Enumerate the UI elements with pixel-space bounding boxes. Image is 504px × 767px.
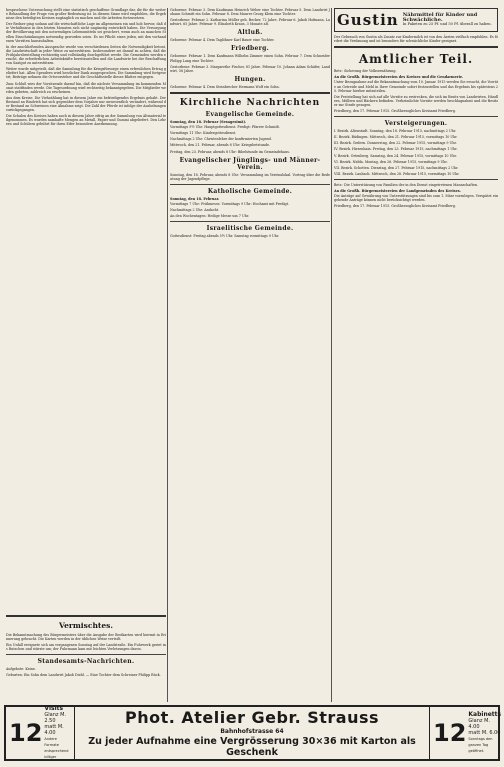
section-divider xyxy=(334,179,498,180)
article-paragraph: besprochene Untersuchung stellt eine statistisch geschaffene Grundlage dar, die für die weitere Behandlung der Frage von großer Bedeutung ist. In diesem Sinne wird empfohlen, die Ergebnisse den beteiligten Kreisen zugänglich zu machen und die Arbeiten fortzusetzen. xyxy=(6,8,166,21)
betreff-line: Betr.: Sicherung der Volksernährung. xyxy=(334,69,397,74)
signature-line: Friedberg, den 17. Februar 1915. Großherzogliches Kreisamt Friedberg. xyxy=(334,204,456,209)
ad-right-foot: Sonntags den ganzen Tag geöffnet. xyxy=(468,737,493,753)
column-divider xyxy=(167,8,168,702)
auction-entry: I. Bezirk. Altenstadt. Sonntag, den 18. Februar 1915, nachmittags 2 Uhr. xyxy=(334,129,457,134)
section-divider xyxy=(6,615,166,617)
service-line: An den Wochentagen: Heilige Messe um 7 Uhr. xyxy=(170,214,250,219)
civil-record: Gestorbene: Februar 2. Katharina Müller geb. Becker, 72 Jahre. Februar 6. Jakob Hofmann, Landwirt, 65 Jahre. Februar 9. Elisabeth Kraus, 3 Monate alt. xyxy=(170,18,330,27)
auction-entry: IV. Bezirk. Hirzenhain. Freitag, den 23. Februar 1915, nachmittags 1 Uhr. xyxy=(334,147,458,152)
auction-entry: VII. Bezirk. Schotten. Dienstag, den 27. Februar 1915, nachmittags 2 Uhr. xyxy=(334,165,459,170)
gustin-brand: Gustin xyxy=(337,11,399,29)
ad-right-details xyxy=(468,712,501,754)
ad-right-number: 12 xyxy=(433,719,467,747)
article-paragraph: Der Redner ging sodann auf die wirtschaftliche Lage im allgemeinen ein und hob hervor, daß die Verhältnisse in den letzten Monaten sich nicht ungünstig entwickelt haben. Die Versorgung der Bevölkerung mit den notwendigen Lebensmitteln sei gesichert, wenn auch an manchen Stellen Einschränkungen notwendig geworden seien. Es sei Pflicht eines jeden, mit den vorhandenen Vorräten hauszuhalten. xyxy=(6,22,166,43)
gustin-tagline: Nährmittel für Kinder und Schwächliche. xyxy=(402,12,478,23)
official-paragraph: Die Anträge auf Gewährung von Unterstützungen sind bis zum 1. März vorzulegen. Verspätet eingehende Anträge können nicht berücksichtigt werden. xyxy=(334,194,498,203)
section-divider xyxy=(170,92,330,94)
ad-title: Phot. Atelier Gebr. Strauss xyxy=(124,708,380,727)
ad-visits-price xyxy=(6,707,75,759)
section-divider xyxy=(170,184,330,185)
ad-right-line2: matt M. 6.00 xyxy=(468,730,501,736)
article-paragraph: Weiter wurde mitgeteilt, daß die Sammlung für die Kriegsfürsorge einen erfreulichen Ertrag geliefert hat. Allen Spendern wird herzlicher Dank ausgesprochen. Die Sammlung wird fortgesetzt; Beiträge nehmen die Ortsvorsteher und die Geschäftsstelle dieses Blattes entgegen. xyxy=(6,67,166,80)
ad-left-foot: Andere Formate entsprechend billiger xyxy=(44,737,69,759)
hungen-heading: Hungen. xyxy=(234,75,266,83)
auction-entry: III. Bezirk. Gedern. Donnerstag, den 22. Februar 1915, vormittags 9 Uhr. xyxy=(334,141,457,146)
auction-entry: V. Bezirk. Ortenberg. Samstag, den 24. Februar 1915, vormittags 10 Uhr. xyxy=(334,153,457,158)
article-paragraph: Die Schulen des Kreises haben auch in diesem Jahre eifrig an der Sammlung von Altmaterial teilgenommen. Es wurden namhafte Mengen an Metall, Papier und Gummi abgeliefert. Den Lehrern und Schülern gebührt für ihren Eifer besondere Anerkennung. xyxy=(6,114,166,127)
betreff-line: Betr.: Die Unterstützung von Familien der in den Dienst eingetretenen Mannschaften. xyxy=(334,182,479,187)
service-line: Freitag, den 23. Februar, abends 8 Uhr: Bibelstunde im Gemeindehaus. xyxy=(170,149,290,154)
ad-kabinetts-price xyxy=(429,707,502,759)
ad-right-line1: Glanz M. 4.00 xyxy=(468,718,491,730)
civil-record: Gestorbene: Februar 3. Margarethe Fischer, 81 Jahre. Februar 10. Johann Adam Schäfer, Landwirt, 58 Jahre. xyxy=(170,64,330,73)
ad-left-word: Visits xyxy=(44,705,64,712)
official-paragraph: Die Feststellung hat sich auf alle Vorräte zu erstrecken, die sich im Besitz von Landwirten, Händlern, Müllern und Bäckern befinden. Verheimlichte Vorräte werden beschlagnahmt und die Besitzer zur Strafe gezogen. xyxy=(334,94,498,107)
service-line: Nachmittags 2 Uhr: Andacht. xyxy=(170,208,220,213)
article-paragraph: In der anschließenden Aussprache wurde von verschiedenen Seiten die Notwendigkeit betont, die Landwirtschaft in jeder Weise zu unterstützen. Insbesondere sei darauf zu achten, daß die Frühjahrsbestellung rechtzeitig und vollständig durchgeführt werde. Die Gemeinden werden ersucht, die erforderlichen Arbeitskräfte bereitzustellen und die Landwirte bei der Beschaffung von Saatgut zu unterstützen. xyxy=(6,44,166,66)
katholische-heading: Katholische Gemeinde. xyxy=(207,187,293,195)
service-line: Vormittags 9½ Uhr: Hauptgottesdienst. Predigt: Pfarrer Schmidt. xyxy=(170,125,280,130)
article-paragraph: Aus dem Kreise. Die Viehzählung hat in diesem Jahre ein befriedigendes Ergebnis gehabt. Der Bestand an Rindvieh hat sich gegenüber dem Vorjahre nur unwesentlich verändert, während der Bestand an Schweinen eine Abnahme zeigt. Die Zahl der Pferde ist infolge der Aushebungen zurückgegangen. xyxy=(6,95,166,113)
service-line: Sonntag, den 18. Februar, abends 8 Uhr: Versammlung im Vereinslokal. Vortrag über die Bedeutung der Jugendpflege. xyxy=(170,172,330,181)
altluss-heading: Altluß. xyxy=(237,29,263,37)
official-paragraph: Unter Bezugnahme auf die Bekanntmachung vom 10. Januar 1915 werden Sie ersucht, die Vorräte an Getreide und Mehl in Ihrer Gemeinde sofort festzustellen und das Ergebnis bis spätestens 25. Februar hierher mitzuteilen. xyxy=(334,80,498,93)
gustin-details xyxy=(403,13,495,27)
column-left-bottom xyxy=(6,612,166,704)
auction-entry: VIII. Bezirk. Laubach. Mittwoch, den 28. Februar 1915, vormittags 10 Uhr. xyxy=(334,171,460,176)
evangelische-heading: Evangelische Gemeinde. xyxy=(205,110,295,118)
ad-left-line2: matt M. 4.00 xyxy=(44,724,64,736)
section-divider xyxy=(170,221,330,222)
section-divider xyxy=(6,654,166,655)
civil-record: Geborene: Februar 4. Dem Taglöhner Karl Bauer eine Tochter. xyxy=(170,38,275,43)
service-line: Sonntag, den 18. Februar. xyxy=(170,196,220,201)
ad-left-details xyxy=(44,706,71,760)
israelitische-heading: Israelitische Gemeinde. xyxy=(206,225,294,233)
section-divider xyxy=(334,116,498,117)
service-line: Gottesdienst: Freitag abends 5½ Uhr. Samstag vormittags 9 Uhr. xyxy=(170,234,280,239)
article-paragraph: Ein Unfall ereignete sich am vergangenen Sonntag auf der Landstraße. Ein Fuhrwerk geriet ins Rutschen und stürzte um; der Fuhrmann kam mit leichten Verletzungen davon. xyxy=(6,643,166,652)
friedberg-heading: Friedberg. xyxy=(230,45,270,53)
civil-record: Geborene: Februar 1. Dem Kaufmann Wilhelm Zimmer einen Sohn. Februar 7. Dem Schneider Philipp Lang eine Tochter. xyxy=(170,54,330,63)
article-paragraph: Die Bekanntmachung des Bürgermeisters über die Ausgabe der Brotkarten wird hiermit in Erinnerung gebracht. Die Karten werden in der üblichen Weise verteilt. xyxy=(6,633,166,642)
vermischtes-heading: Vermischtes. xyxy=(59,621,113,630)
kirchliche-heading: Kirchliche Nachrichten xyxy=(179,97,321,108)
service-line: Vormittags 11 Uhr: Kindergottesdienst. xyxy=(170,131,237,136)
addressee-line: An die Großh. Bürgermeistereien der Landgemeinden des Kreises. xyxy=(334,188,461,193)
ad-offer: Zu jeder Aufnahme eine Vergrösserung 30×36 mit Karton als Geschenk xyxy=(88,736,416,758)
service-line: Vormittags 7 Uhr: Frühmesse. Vormittags 9 Uhr: Hochamt mit Predigt. xyxy=(170,202,289,206)
civil-record: Geborene: Februar 4. Dem Steinbrecher Hermann Wolf ein Sohn. xyxy=(170,84,280,89)
ad-left-number: 12 xyxy=(9,719,43,747)
column-divider xyxy=(331,8,332,702)
service-line: Sonntag, den 18. Februar (Sexagesimä). xyxy=(170,119,247,124)
column-right xyxy=(334,8,498,704)
versteigerungen-heading: Versteigerungen. xyxy=(384,120,448,128)
amtlicher-teil-heading: Amtlicher Teil. xyxy=(358,52,474,67)
junglinge-heading: Evangelischer Jünglings- und Männer-Verein. xyxy=(179,156,321,171)
addressee-line: An die Großh. Bürgermeistereien des Kreises und die Gendarmerie. xyxy=(334,75,464,80)
ad-address: Bahnhofstrasse 64 xyxy=(220,728,284,735)
photo-atelier-advertisement xyxy=(4,705,500,761)
section-divider xyxy=(334,46,498,48)
gustin-note: In Paketen zu 25 Pf. und 50 Pf. überall zu haben. xyxy=(402,22,492,27)
article-paragraph: Zum Schluß wies der Vorsitzende darauf hin, daß die nächste Versammlung im kommenden Monat stattfinden werde. Die Tagesordnung wird rechtzeitig bekanntgegeben. Die Mitglieder werden gebeten, zahlreich zu erscheinen. xyxy=(6,81,166,94)
column-left xyxy=(6,8,166,608)
standesamt-heading: Standesamts-Nachrichten. xyxy=(37,658,135,666)
service-line: Nachmittags 2 Uhr: Christenlehre der konfirmierten Jugend. xyxy=(170,137,272,142)
standesamt-line: Aufgebote: Keine. xyxy=(6,667,36,672)
column-middle xyxy=(170,8,330,704)
gustin-intro: Der Gebrauch von Gustin als Zusatz zur Kindermilch ist von den Ärzten vielfach empfohlen. Es fördert die Verdauung und ist besonders für schwächliche Kinder geeignet. xyxy=(334,35,498,44)
civil-record: Geborene: Februar 3. Dem Kaufmann Heinrich Weber eine Tochter. Februar 5. Dem Landwirt Johann Schmitt ein Sohn. Februar 8. Dem Maurer Georg Klein eine Tochter. xyxy=(170,8,330,17)
ad-right-word: Kabinetts xyxy=(468,711,502,718)
signature-line: Friedberg, den 17. Februar 1915. Großherzogliches Kreisamt Friedberg. xyxy=(334,109,456,114)
auction-entry: VI. Bezirk. Nidda. Montag, den 26. Februar 1915, vormittags 9 Uhr. xyxy=(334,159,448,164)
service-line: Mittwoch, den 21. Februar, abends 8 Uhr: Kriegsbetstunde. xyxy=(170,143,271,148)
gustin-advertisement xyxy=(334,8,498,32)
ad-center xyxy=(75,707,429,759)
standesamt-line: Geburten: Ein Sohn dem Landwirt Jakob Diehl. — Eine Tochter dem Schreiner Philipp Rück. xyxy=(6,673,161,678)
ad-left-line1: Glanz M. 2.50 xyxy=(44,712,67,724)
auction-entry: II. Bezirk. Büdingen. Mittwoch, den 21. Februar 1915, vormittags 10 Uhr. xyxy=(334,135,458,140)
